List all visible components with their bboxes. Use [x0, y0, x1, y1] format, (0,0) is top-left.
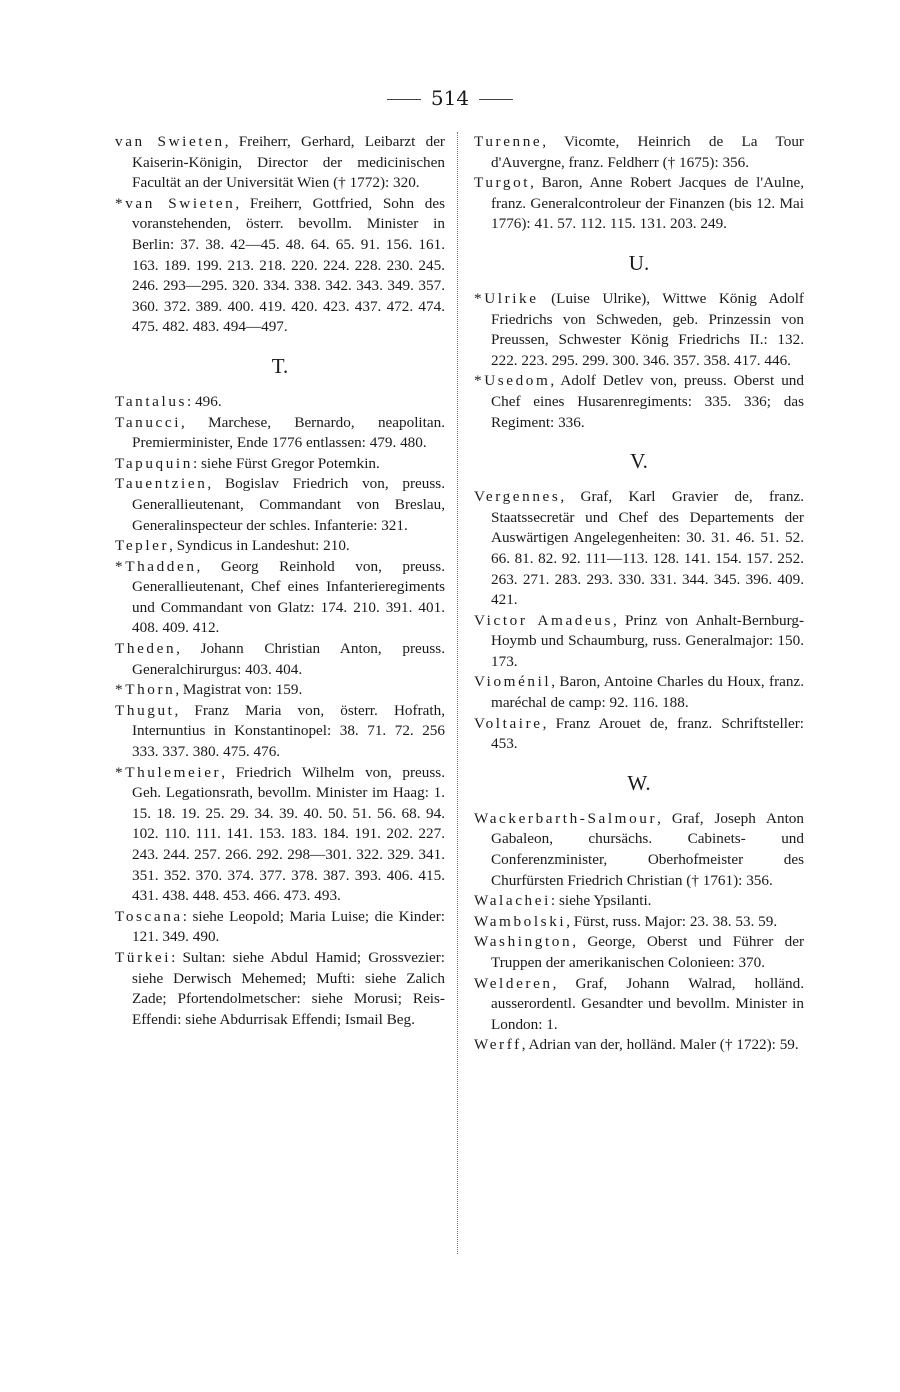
index-entry — [474, 974, 804, 1036]
entry-text: , Adolf Detlev von, preuss. Oberst und Chef eines Husarenregiments: 335. 336; das Regiment: 336. — [491, 372, 804, 431]
index-entry — [115, 557, 445, 639]
index-entry — [474, 912, 804, 933]
index-entry — [474, 611, 804, 673]
entry-headword: Toscana — [115, 907, 183, 925]
entry-headword: *Thulemeier — [115, 763, 222, 781]
entry-text: , Marchese, Bernardo, neapolitan. Premierminister, Ende 1776 entlassen: 479. 480. — [132, 413, 445, 452]
entry-headword: Werff — [474, 1036, 522, 1054]
index-entry — [474, 809, 804, 891]
entry-text: , Freiherr, Gottfried, Sohn des voranstehenden, österr. bevollm. Minister in Berlin: 37. 38. 42—45. 48. 64. 65. 91. 156. 161. 163. 189. 199. 213. 218. 220. 224. 228. 230. 245. 246. 293—295. 320. 334. 338. 342. 343. 349. 357. 360. 372. 389. 400. 419. 420. 423. 437. 472. 474. 475. 482. 483. 494—497. — [132, 194, 445, 336]
entry-text: , Johann Christian Anton, preuss. Generalchirurgus: 403. 404. — [132, 640, 445, 678]
entry-text: : 496. — [187, 392, 222, 410]
page-number: 514 — [430, 86, 470, 110]
index-entry — [115, 680, 445, 701]
entry-text: (Luise Ulrike), Wittwe König Adolf Friedrichs von Schweden, geb. Prinzessin von Preussen, Schwester König Friedrichs II.: 132. 222. 223. 295. 299. 300. 346. 357. 358. 417. 446. — [491, 289, 804, 369]
entry-text: , Georg Reinhold von, preuss. Generallieutenant, Chef eines Infanterieregiments und Commandant von Glatz: 174. 210. 391. 401. 408. 409. 412. — [132, 557, 445, 637]
entry-headword: Vioménil — [474, 673, 552, 691]
entry-headword: Washington — [474, 933, 573, 951]
page-header — [0, 86, 900, 110]
index-entry — [115, 474, 445, 536]
entry-text: , Baron, Anne Robert Jacques de l'Aulne, franz. Generalcontroleur der Finanzen (bis 12. Mai 1776): 41. 57. 112. 115. 131. 203. 249. — [491, 174, 804, 233]
index-entry — [474, 173, 804, 235]
entry-headword: van Swieten — [115, 133, 225, 150]
entry-headword: Tantalus — [115, 392, 188, 410]
index-entry — [115, 194, 445, 338]
header-rule-left — [387, 99, 421, 100]
entry-headword: Welderen — [474, 974, 553, 992]
entry-headword: Voltaire — [474, 714, 543, 732]
index-entry — [115, 701, 445, 763]
section-letter: T. — [271, 353, 289, 378]
header-rule-right — [479, 99, 513, 100]
entry-text: : siehe Fürst Gregor Potemkin. — [192, 454, 380, 472]
entry-text: , Vicomte, Heinrich de La Tour d'Auvergne, franz. Feldherr († 1675): 356. — [491, 133, 804, 171]
index-entry — [474, 289, 804, 371]
index-entry — [474, 487, 804, 611]
section-letter: V. — [630, 449, 648, 474]
entry-headword: *Thadden — [115, 557, 197, 575]
entry-headword: Wambolski — [474, 912, 567, 930]
entry-headword: Tepler — [115, 537, 170, 555]
index-entry — [115, 413, 445, 454]
entry-headword: Wackerbarth-Salmour — [474, 809, 658, 827]
index-entry — [115, 536, 445, 557]
entry-headword: Turenne — [474, 133, 543, 150]
entry-headword: Tanucci — [115, 413, 182, 431]
index-entry — [115, 392, 445, 413]
entry-text: , Graf, Johann Walrad, holländ. ausserordentl. Gesandter und bevollm. Minister in London: 1. — [491, 974, 804, 1033]
index-entry — [474, 932, 804, 973]
index-entry — [474, 891, 804, 912]
entry-text: : siehe Ypsilanti. — [550, 892, 652, 910]
entry-text: , Adrian van der, holländ. Maler († 1722): 59. — [521, 1036, 799, 1054]
index-entry — [115, 948, 445, 1030]
entry-text: , Magistrat von: 159. — [175, 681, 303, 699]
index-entry — [474, 132, 804, 173]
column-divider — [457, 132, 458, 1254]
entry-text: , Franz Maria von, österr. Hofrath, Internuntius in Konstantinopel: 38. 71. 72. 256 333. 337. 380. 475. 476. — [132, 701, 445, 761]
entry-headword: Victor Amadeus — [474, 611, 614, 629]
index-entry — [115, 454, 445, 475]
entry-headword: Vergennes — [474, 488, 561, 506]
index-entry — [474, 371, 804, 433]
entry-text: : siehe Leopold; Maria Luise; die Kinder: 121. 349. 490. — [132, 907, 445, 946]
entry-text: , George, Oberst und Führer der Truppen der amerikanischen Colonieen: 370. — [491, 933, 804, 971]
entry-headword: Tapuquin — [115, 454, 193, 472]
index-entry — [115, 132, 445, 194]
right-column — [474, 132, 804, 1056]
index-entry — [115, 907, 445, 948]
entry-text: , Graf, Karl Gravier de, franz. Staatssecretär und Chef des Departements der Auswärtigen Angelegenheiten: 30. 31. 46. 51. 52. 66. 81. 82. 92. 111—113. 128. 141. 154. 157. 252. 263. 271. 283. 293. 330. 331. 344. 345. 396. 409. 421. — [491, 488, 804, 609]
entry-text: , Prinz von Anhalt-Bernburg-Hoymb und Schaumburg, russ. Generalmajor: 150. 173. — [491, 611, 804, 670]
index-entry — [474, 1035, 804, 1056]
section-letter: W. — [627, 770, 651, 795]
entry-headword: Tauentzien — [115, 475, 208, 493]
left-column — [115, 132, 445, 1030]
entry-headword: Turgot — [474, 174, 531, 192]
section-letter: U. — [628, 250, 650, 275]
index-entry — [474, 672, 804, 713]
index-entry — [474, 714, 804, 755]
entry-text: , Bogislav Friedrich von, preuss. Generallieutenant, Commandant von Breslau, Generalinspecteur der schles. Infanterie: 321. — [132, 475, 445, 534]
entry-text: , Syndicus in Landeshut: 210. — [169, 537, 350, 555]
entry-text: , Fürst, russ. Major: 23. 38. 53. 59. — [566, 912, 778, 930]
entry-text: : Sultan: siehe Abdul Hamid; Grossvezier: siehe Derwisch Mehemed; Mufti: siehe Zalich Zade; Pfortendolmetscher: siehe Morusi; Reis-Effendi: siehe Abdurrisak Effendi; Ismail Beg. — [132, 948, 445, 1028]
entry-text: , Freiherr, Gerhard, Leibarzt der Kaiserin-Königin, Director der medicinischen Facultät an der Universität Wien († 1772): 320. — [132, 133, 445, 192]
entry-headword: Thugut — [115, 701, 175, 719]
entry-headword: Theden — [115, 640, 177, 658]
entry-headword: *van Swieten — [115, 194, 236, 212]
entry-text: , Friedrich Wilhelm von, preuss. Geh. Legationsrath, bevollm. Minister im Haag: 1. 15. 18. 19. 25. 29. 34. 39. 40. 50. 51. 56. 68. 94. 102. 110. 111. 141. 153. 183. 184. 191. 202. 227. 243. 244. 257. 266. 292. 298—301. 322. 329. 341. 351. 352. 370. 374. 377. 378. 387. 393. 406. 415. 431. 438. 448. 453. 466. 473. 493. — [132, 763, 445, 905]
entry-headword: *Usedom — [474, 372, 551, 390]
index-entry — [115, 639, 445, 680]
index-entry — [115, 763, 445, 907]
entry-headword: Türkei — [115, 948, 172, 966]
entry-text: , Graf, Joseph Anton Gabaleon, chursächs. Cabinets- und Conferenzminister, Oberhofmeister des Churfürsten Friedrich Christian († 1761): 356. — [491, 809, 804, 889]
entry-text: , Baron, Antoine Charles du Houx, franz. maréchal de camp: 92. 116. 188. — [491, 673, 804, 712]
entry-headword: Walachei — [474, 892, 551, 910]
entry-text: , Franz Arouet de, franz. Schriftsteller: 453. — [491, 714, 804, 753]
entry-headword: *Ulrike — [474, 289, 539, 307]
entry-headword: *Thorn — [115, 681, 176, 699]
